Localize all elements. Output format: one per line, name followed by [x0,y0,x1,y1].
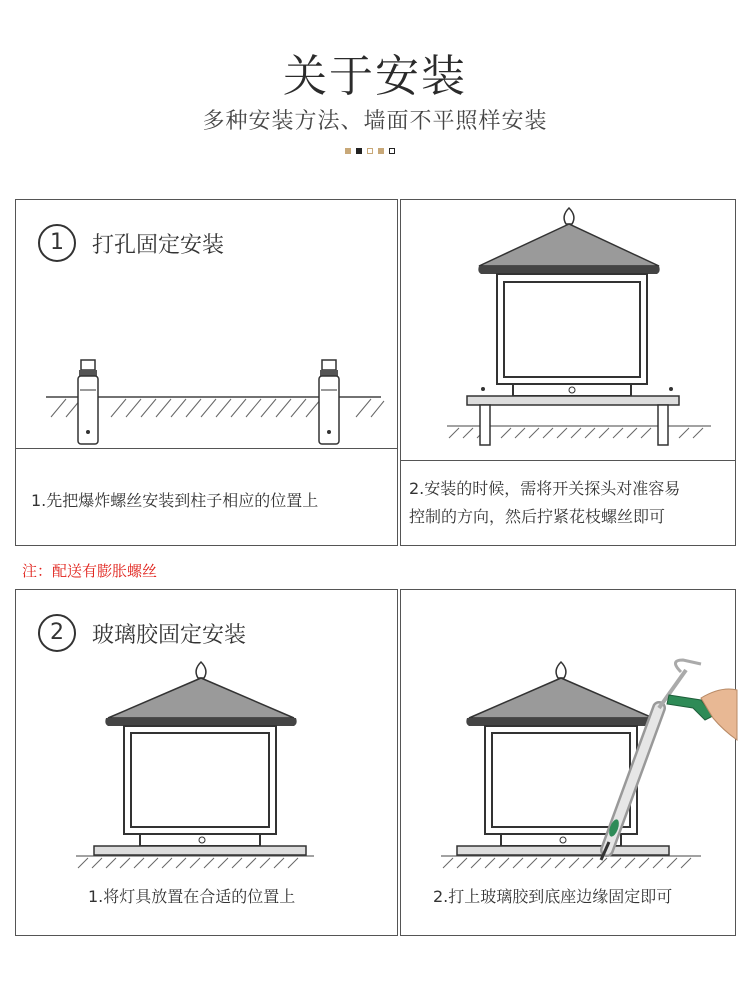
step2-right-panel [400,589,736,936]
expansion-bolts-illustration [16,200,399,450]
pillar-lamp-on-base-illustration [401,200,737,460]
dot [389,148,395,154]
page-subtitle: 多种安装方法、墙面不平照样安装 [202,109,548,134]
dot [378,148,384,154]
decorative-dots [345,148,395,154]
panel-divider [401,460,735,461]
step1-right-panel [400,199,736,546]
dot [356,148,362,154]
pillar-lamp-illustration [16,590,399,880]
step1-left-panel [15,199,398,546]
dot [345,148,351,154]
step-title: 玻璃胶固定安装 [92,623,247,648]
step-caption: 2.打上玻璃胶到底座边缘固定即可 [433,887,673,906]
step-caption: 1.将灯具放置在合适的位置上 [88,887,296,906]
step-number-badge: 1 [38,224,76,262]
step-title: 打孔固定安装 [92,233,225,258]
page-title: 关于安装 [283,51,467,102]
step-caption: 1.先把爆炸螺丝安装到柱子相应的位置上 [31,491,319,510]
panel-divider [16,448,397,449]
caulking-lamp-illustration [401,590,737,880]
dot [367,148,373,154]
step-number-badge: 2 [38,614,76,652]
step-caption-line-2: 控制的方向，然后拧紧花枝螺丝即可 [409,507,666,526]
step2-left-panel [15,589,398,936]
step-caption-line-1: 2.安装的时候，需将开关探头对准容易 [409,479,681,498]
note-text: 注：配送有膨胀螺丝 [22,562,158,580]
